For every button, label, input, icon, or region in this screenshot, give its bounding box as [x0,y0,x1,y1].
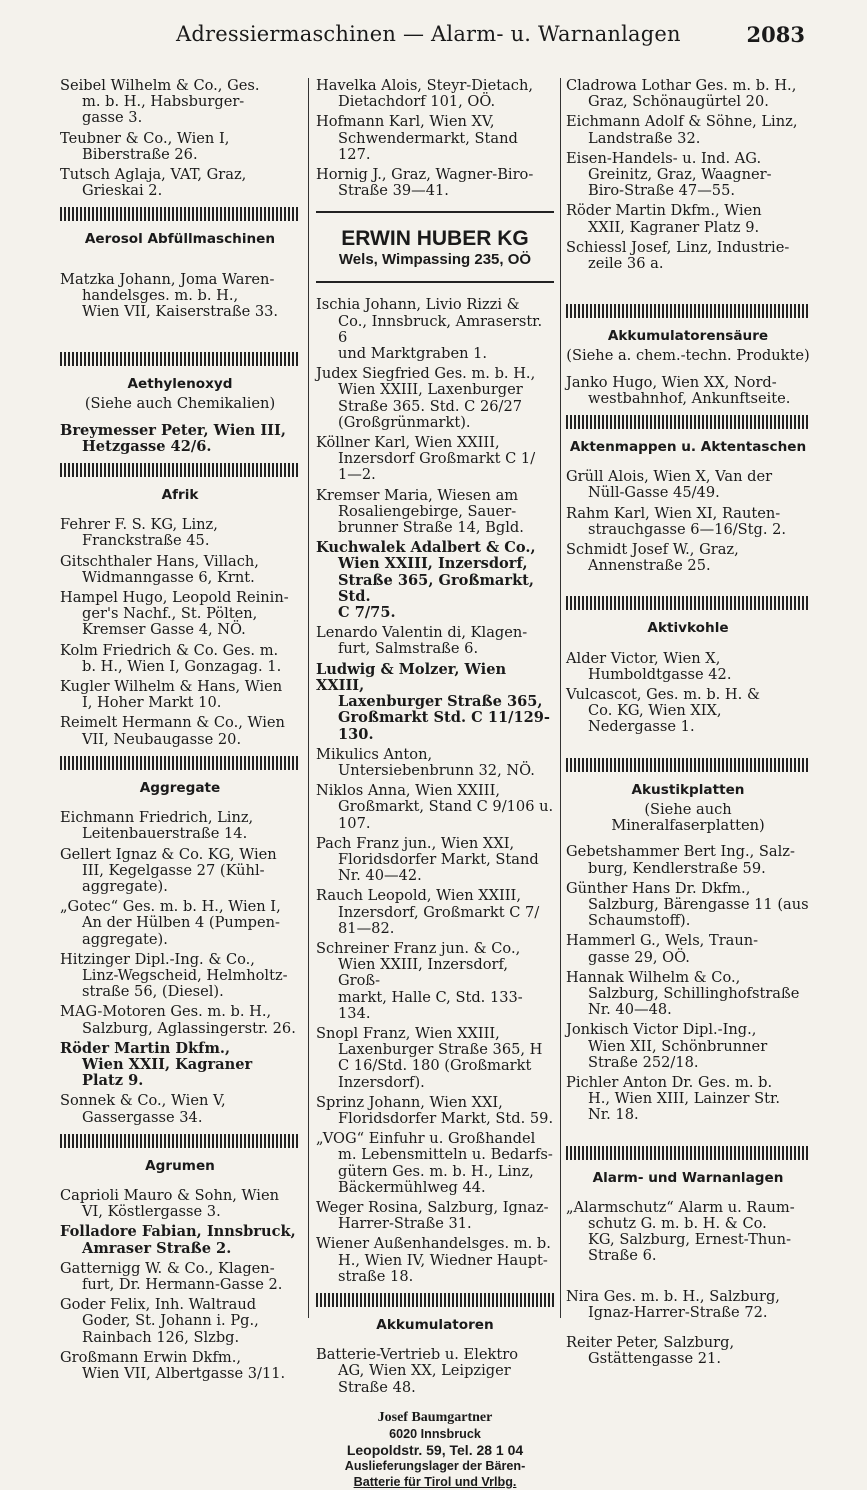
listing-entry [60,1004,300,1036]
entry-line: schutz G. m. b. H. & Co. [588,1214,767,1232]
entry-line: Inzersdorf). [338,1073,425,1091]
entry-line: Gebetshammer Bert Ing., Salz- [566,843,795,861]
category-heading: Afrik [161,487,199,504]
entry-line: Wiener Außenhandelsges. m. b. [316,1235,551,1253]
entry-line: Co., Innsbruck, Amraserstr. 6 [338,312,543,346]
listing-entry [316,366,554,431]
category-separator [60,352,300,366]
entry-line: Großmarkt Std. C 11/129-130. [338,709,550,743]
listing-entry [60,899,300,948]
entry-line: Kolm Friedrich & Co. Ges. m. [60,641,279,659]
entry-line: Nr. 18. [588,1106,639,1124]
entry-line: Niklos Anna, Wien XXIII, [316,782,500,800]
listing-entry [316,888,554,937]
page-number: 2083 [746,22,805,47]
entry-line: Kuchwalek Adalbert & Co., [316,539,536,557]
entry-line: Hitzinger Dipl.-Ing. & Co., [60,950,255,968]
column-rule [308,78,309,1318]
listing-entry [566,1200,810,1265]
listing-entry [316,1347,554,1396]
entry-line: Rauch Leopold, Wien XXIII, [316,887,521,905]
entry-line: Leitenbauerstraße 14. [82,825,248,843]
category-heading: Aktivkohle [647,620,729,637]
entry-line: Havelka Alois, Steyr-Dietach, [316,77,534,94]
entry-line: (Großgrünmarkt). [338,413,471,431]
entry-line: Biberstraße 26. [82,145,198,163]
entry-line: Gstättengasse 21. [588,1350,721,1368]
entry-line: Landstraße 32. [588,129,701,147]
entry-line: Snopl Franz, Wien XXIII, [316,1024,500,1042]
entry-line: An der Hülben 4 (Pumpen- [82,914,280,932]
entry-line: Graz, Schönaugürtel 20. [588,93,769,111]
listing-entry [566,1075,810,1124]
entry-line: Seibel Wilhelm & Co., Ges. [60,77,260,94]
entry-line: III, Kegelgasse 27 (Kühl- [82,861,265,879]
entry-line: H., Wien IV, Wiedner Haupt- [338,1251,548,1269]
entry-line: Wien XXIII, Inzersdorf, [338,555,528,573]
entry-line: Straße 39—41. [338,182,449,200]
listing-entry [60,1297,300,1346]
entry-line: Breymesser Peter, Wien III, [60,421,286,439]
entry-line: Kremser Gasse 4, NÖ. [82,621,246,639]
category-separator [566,304,810,318]
entry-line: 107. [338,814,371,832]
listing-entry [566,114,810,146]
entry-line: straße 56, (Diesel). [82,983,224,1001]
advertiser-name: ERWIN HUBER KG [341,227,529,251]
entry-line: Ischia Johann, Livio Rizzi & [316,296,520,314]
entry-line: ger's Nachf., St. Pölten, [82,605,258,623]
page-header [0,22,867,52]
listing-entry [566,506,810,538]
entry-line: Batterie-Vertrieb u. Elektro [316,1346,518,1364]
see-also-note: (Siehe a. chem.-techn. Produkte) [566,347,810,365]
listing-entry [566,933,810,965]
running-title: Adressiermaschinen — Alarm- u. Warnanlagen [176,22,681,46]
listing-entry [60,847,300,896]
entry-line: Goder Felix, Inh. Waltraud [60,1296,257,1314]
entry-line: Linz-Wegscheid, Helmholtz- [82,966,288,984]
entry-line: Platz 9. [82,1072,144,1090]
entry-line: Wien XXII, Kagraner [82,1055,253,1073]
entry-line: Salzburg, Bärengasse 11 (aus [588,895,809,913]
entry-line: Fehrer F. S. KG, Linz, [60,516,218,534]
column-1 [60,78,300,1386]
entry-line: handelsges. m. b. H., [82,286,239,304]
entry-line: Wien VII, Albertgasse 3/11. [82,1364,286,1382]
listing-entry [316,114,554,163]
listing-entry [316,1200,554,1232]
listing-entry [60,810,300,842]
entry-line: Widmanngasse 6, Krnt. [82,568,255,586]
category-separator [566,758,810,772]
entry-line: Gassergasse 34. [82,1108,203,1126]
entry-line: Hetzgasse 42/6. [82,437,212,455]
advertisement-box [316,1410,554,1490]
entry-line: Vulcascot, Ges. m. b. H. & [566,686,760,704]
entry-line: Lenardo Valentin di, Klagen- [316,624,528,642]
entry-line: und Marktgraben 1. [338,345,488,363]
listing-entry [316,297,554,362]
entry-line: Rosaliengebirge, Sauer- [338,502,517,520]
entry-line: Wien XII, Schönbrunner [588,1037,768,1055]
entry-line: Nedergasse 1. [588,718,695,736]
entry-line: Ignaz-Harrer-Straße 72. [588,1303,768,1321]
entry-line: Nr. 40—48. [588,1001,672,1019]
entry-line: brunner Straße 14, Bgld. [338,519,524,537]
entry-line: Nüll-Gasse 45/49. [588,484,720,502]
category-separator [566,1146,810,1160]
entry-line: Dietachdorf 101, OÖ. [338,93,496,111]
listing-entry [316,488,554,537]
listing-entry [316,167,554,199]
category-heading: Aethylenoxyd [127,376,233,393]
listing-entry [316,1095,554,1127]
entry-line: Mikulics Anton, [316,745,433,763]
entry-line: m. Lebensmitteln u. Bedarfs- [338,1146,553,1164]
entry-line: Salzburg, Aglassingerstr. 26. [82,1019,296,1037]
listing-entry [60,643,300,675]
entry-line: C 7/75. [338,604,396,622]
entry-line: Judex Siegfried Ges. m. b. H., [316,365,536,383]
category-heading: Aerosol Abfüllmaschinen [84,231,276,248]
entry-line: Pichler Anton Dr. Ges. m. b. [566,1073,773,1091]
entry-line: AG, Wien XX, Leipziger [338,1362,511,1380]
column-rule [560,78,561,1318]
entry-line: markt, Halle C, Std. 133-134. [338,988,523,1022]
entry-line: Matzka Johann, Joma Waren- [60,270,275,288]
entry-line: Straße 48. [338,1378,416,1396]
entry-line: Schreiner Franz jun. & Co., [316,939,521,957]
listing-entry [60,1350,300,1382]
entry-line: Sonnek & Co., Wien V, [60,1092,226,1110]
entry-line: Hannak Wilhelm & Co., [566,968,741,986]
entry-line: Straße 365. Std. C 26/27 [338,397,523,415]
entry-line: m. b. H., Habsburger- [82,93,245,111]
entry-line: Gellert Ignaz & Co. KG, Wien [60,845,277,863]
listing-entry [60,952,300,1001]
listing-entry [60,1041,300,1090]
listing-entry [566,1289,810,1321]
entry-line: Röder Martin Dkfm., [60,1039,231,1057]
listing-entry [566,651,810,683]
listing-entry [60,517,300,549]
category-separator [316,1293,554,1307]
listing-entry [316,540,554,621]
listing-entry [316,435,554,484]
entry-line: „VOG“ Einfuhr u. Großhandel [316,1130,536,1148]
entry-line: XXII, Kagraner Platz 9. [588,218,760,236]
advertisement-box [316,211,554,283]
advertiser-tagline: Batterie für Tirol und Vrlbg. [353,1474,517,1489]
entry-line: Inzersdorf Großmarkt C 1/ [338,450,536,468]
listing-entry [316,1026,554,1091]
entry-line: MAG-Motoren Ges. m. b. H., [60,1003,272,1021]
listing-entry [60,131,300,163]
see-also-note: (Siehe auch Mineralfaserplatten) [611,800,765,835]
listing-entry [60,1224,300,1256]
entry-line: Cladrowa Lothar Ges. m. b. H., [566,77,797,94]
listing-entry [316,747,554,779]
entry-line: gütern Ges. m. b. H., Linz, [338,1162,534,1180]
entry-line: Salzburg, Schillinghofstraße [588,984,800,1002]
category-separator [60,756,300,770]
entry-line: VII, Neubaugasse 20. [82,730,242,748]
entry-line: Wien XXIII, Inzersdorf, Groß- [338,956,509,990]
entry-line: Eichmann Adolf & Söhne, Linz, [566,113,798,131]
entry-line: „Alarmschutz“ Alarm u. Raum- [566,1198,795,1216]
entry-line: Goder, St. Johann i. Pg., [82,1312,259,1330]
listing-entry [60,715,300,747]
entry-line: Teubner & Co., Wien I, [60,129,230,147]
entry-line: Kugler Wilhelm & Hans, Wien [60,678,283,696]
entry-line: Bäckermühlweg 44. [338,1178,486,1196]
entry-line: Rainbach 126, Slzbg. [82,1328,240,1346]
category-heading: Akkumulatoren [376,1317,494,1333]
entry-line: gasse 3. [82,109,143,127]
entry-line: westbahnhof, Ankunftseite. [588,389,791,407]
category-separator [566,596,810,610]
entry-line: Köllner Karl, Wien XXIII, [316,434,500,452]
listing-entry [566,151,810,200]
entry-line: Schwendermarkt, Stand 127. [338,129,518,163]
entry-line: Röder Martin Dkfm., Wien [566,202,762,220]
entry-line: Gitschthaler Hans, Villach, [60,552,259,570]
category-heading: Aggregate [139,779,221,796]
listing-entry [566,687,810,736]
entry-line: Straße 6. [588,1247,657,1265]
entry-line: 81—82. [338,919,395,937]
listing-entry [60,78,300,127]
entry-line: Laxenburger Straße 365, [338,693,543,711]
entry-line: Wien VII, Kaiserstraße 33. [82,303,279,321]
entry-line: Schaumstoff). [588,912,691,930]
listing-entry [316,625,554,657]
entry-line: Caprioli Mauro & Sohn, Wien [60,1186,279,1204]
entry-line: Wien XXIII, Laxenburger [338,381,523,399]
entry-line: Großmarkt, Stand C 9/106 u. [338,798,554,816]
listing-entry [60,1261,300,1293]
entry-line: Reiter Peter, Salzburg, [566,1333,735,1351]
listing-entry [60,167,300,199]
entry-line: Inzersdorf, Großmarkt C 7/ [338,903,540,921]
listing-entry [316,836,554,885]
entry-line: Reimelt Hermann & Co., Wien [60,714,285,732]
listing-entry [566,375,810,407]
entry-line: Großmann Erwin Dkfm., [60,1348,242,1366]
entry-line: Pach Franz jun., Wien XXI, [316,834,515,852]
entry-line: Rahm Karl, Wien XI, Rauten- [566,504,781,522]
entry-line: Harrer-Straße 31. [338,1215,472,1233]
entry-line: Schiessl Josef, Linz, Industrie- [566,238,790,256]
entry-line: Tutsch Aglaja, VAT, Graz, [60,166,247,184]
entry-line: Franckstraße 45. [82,532,210,550]
listing-entry [316,78,554,110]
entry-line: Floridsdorfer Markt, Stand [338,850,539,868]
entry-line: burg, Kendlerstraße 59. [588,859,766,877]
entry-line: Eichmann Friedrich, Linz, [60,809,254,827]
entry-line: Gatternigg W. & Co., Klagen- [60,1259,275,1277]
listing-entry [566,1022,810,1071]
entry-line: furt, Salmstraße 6. [338,640,479,658]
entry-line: H., Wien XIII, Lainzer Str. [588,1090,780,1108]
column-2 [316,78,554,1490]
entry-line: Alder Victor, Wien X, [566,649,721,667]
listing-entry [566,1335,810,1367]
entry-line: I, Hoher Markt 10. [82,694,222,712]
entry-line: Grüll Alois, Wien X, Van der [566,468,773,486]
entry-line: Hampel Hugo, Leopold Reinin- [60,589,289,607]
listing-entry [60,590,300,639]
entry-line: Weger Rosina, Salzburg, Ignaz- [316,1198,549,1216]
entry-line: Greinitz, Graz, Waagner- [588,166,772,184]
listing-entry [316,941,554,1022]
advertiser-city: 6020 Innsbruck [389,1426,481,1441]
listing-entry [566,844,810,876]
category-heading: Akustikplatten [631,781,745,798]
category-heading: Akkumulatorensäure [607,328,769,345]
listing-entry [566,78,810,110]
listing-entry [316,783,554,832]
entry-line: Humboldtgasse 42. [588,665,732,683]
category-separator [60,463,300,477]
listing-entry [316,1131,554,1196]
entry-line: Nira Ges. m. b. H., Salzburg, [566,1287,780,1305]
listing-entry [60,679,300,711]
entry-line: aggregate). [82,877,168,895]
entry-line: furt, Dr. Hermann-Gasse 2. [82,1275,283,1293]
entry-line: KG, Salzburg, Ernest-Thun- [588,1231,792,1249]
entry-line: Straße 252/18. [588,1053,699,1071]
category-separator [60,207,300,221]
entry-line: Grieskai 2. [82,182,163,200]
entry-line: Ludwig & Molzer, Wien XXIII, [316,660,507,694]
entry-line: Co. KG, Wien XIX, [588,702,722,720]
entry-line: Biro-Straße 47—55. [588,182,736,200]
entry-line: Hammerl G., Wels, Traun- [566,932,759,950]
entry-line: C 16/Std. 180 (Großmarkt [338,1057,532,1075]
entry-line: 1—2. [338,466,376,484]
entry-line: Schmidt Josef W., Graz, [566,541,739,559]
listing-entry [566,970,810,1019]
entry-line: VI, Köstlergasse 3. [82,1203,221,1221]
entry-line: Untersiebenbrunn 32, NÖ. [338,761,535,779]
listing-entry [316,1236,554,1285]
advertiser-name: Josef Baumgartner [377,1409,493,1425]
column-3 [566,78,810,1371]
entry-line: Annenstraße 25. [588,557,711,575]
entry-line: Jonkisch Victor Dipl.-Ing., [566,1021,757,1039]
listing-entry [566,240,810,272]
listing-entry [60,1188,300,1220]
entry-line: gasse 29, OÖ. [588,948,690,966]
listing-entry [60,554,300,586]
entry-line: strauchgasse 6—16/Stg. 2. [588,520,787,538]
listing-entry [60,1093,300,1125]
entry-line: Kremser Maria, Wiesen am [316,486,519,504]
listing-entry [566,542,810,574]
advertiser-address: Wels, Wimpassing 235, OÖ [338,251,532,269]
category-heading: Alarm- und Warnanlagen [592,1169,784,1186]
entry-line: Straße 365, Großmarkt, Std. [338,571,534,605]
entry-line: Sprinz Johann, Wien XXI, [316,1093,503,1111]
listing-entry [60,272,300,321]
listing-entry [566,203,810,235]
entry-line: aggregate). [82,930,168,948]
entry-line: Janko Hugo, Wien XX, Nord- [566,373,777,391]
entry-line: Floridsdorfer Markt, Std. 59. [338,1109,554,1127]
listing-entry [566,469,810,501]
entry-line: Eisen-Handels- u. Ind. AG. [566,149,762,167]
listing-entry [566,881,810,930]
advertiser-address: Leopoldstr. 59, Tel. 28 1 04 [346,1441,524,1458]
entry-line: b. H., Wien I, Gonzagag. 1. [82,657,282,675]
entry-line: Laxenburger Straße 365, H [338,1041,543,1059]
see-also-note: (Siehe auch Chemikalien) [84,395,276,413]
entry-line: zeile 36 a. [588,255,664,273]
category-separator [60,1134,300,1148]
entry-line: „Gotec“ Ges. m. b. H., Wien I, [60,898,281,916]
category-heading: Aktenmappen u. Aktentaschen [569,439,807,456]
listing-entry [316,662,554,743]
advertiser-tagline: Auslieferungslager der Bären- [344,1458,526,1473]
entry-line: Amraser Straße 2. [82,1239,232,1257]
listing-entry [60,423,300,455]
entry-line: Hofmann Karl, Wien XV, [316,113,495,131]
entry-line: Nr. 40—42. [338,867,422,885]
category-separator [566,415,810,429]
entry-line: Hornig J., Graz, Wagner-Biro- [316,166,534,184]
entry-line: Folladore Fabian, Innsbruck, [60,1223,296,1241]
entry-line: Günther Hans Dr. Dkfm., [566,879,751,897]
entry-line: straße 18. [338,1267,414,1285]
category-heading: Agrumen [145,1157,215,1174]
